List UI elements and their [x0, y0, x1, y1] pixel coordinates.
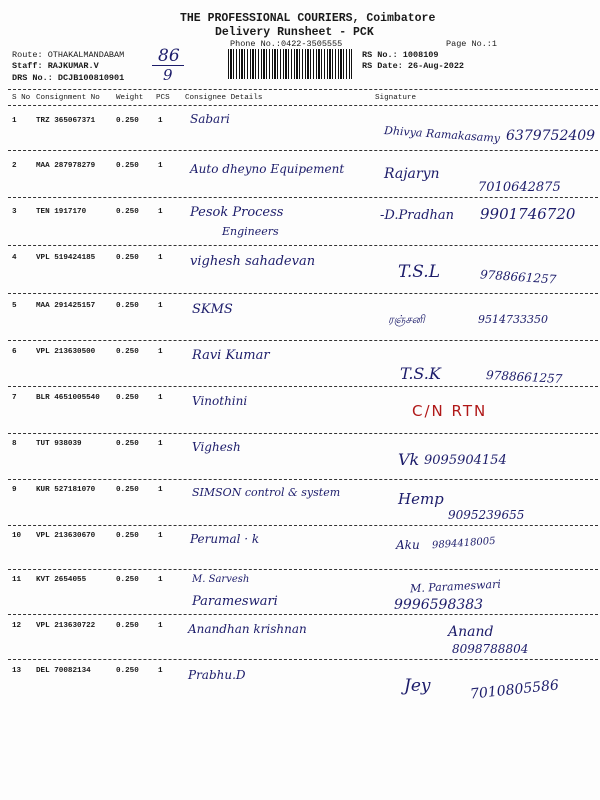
- row-pcs: 1: [158, 302, 163, 310]
- drs-number: DRS No.: DCJB100810901: [12, 73, 125, 83]
- row-weight: 0.250: [116, 576, 139, 584]
- row-weight: 0.250: [116, 667, 139, 675]
- row-signature: -D.Pradhan: [380, 208, 455, 223]
- row-weight: 0.250: [116, 622, 139, 630]
- row-pcs: 1: [158, 667, 163, 675]
- handwritten-count-bottom: 9: [163, 66, 173, 84]
- row-sno: 1: [12, 117, 17, 125]
- row-consignee: Vinothini: [192, 394, 248, 408]
- row-pcs: 1: [158, 208, 163, 216]
- row-weight: 0.250: [116, 254, 139, 262]
- col-sno: S No: [12, 94, 31, 102]
- row-sno: 8: [12, 440, 17, 448]
- row-sig-phone: 9894418005: [431, 535, 496, 552]
- row-consignee: SIMSON control & system: [192, 486, 341, 499]
- row-sig-phone: 9788661257: [479, 267, 557, 287]
- row-weight: 0.250: [116, 162, 139, 170]
- row-consignee: vighesh sahadevan: [190, 254, 316, 269]
- phone-number: Phone No.:0422-3505555: [230, 39, 343, 49]
- row-consignee: Prabhu.D: [188, 668, 246, 682]
- row-signature: Aku: [396, 538, 420, 552]
- row-signature: T.S.L: [398, 262, 440, 282]
- row-pcs: 1: [158, 117, 163, 125]
- row-sno: 9: [12, 486, 17, 494]
- row-pcs: 1: [158, 622, 163, 630]
- row-divider: [8, 386, 598, 387]
- col-signature: Signature: [375, 94, 417, 102]
- col-weight: Weight: [116, 94, 144, 102]
- row-sno: 13: [12, 667, 22, 675]
- row-consignee: Auto dheyno Equipement: [190, 162, 345, 176]
- row-divider: [8, 340, 598, 341]
- row-weight: 0.250: [116, 117, 139, 125]
- row-consignee-line2: Engineers: [222, 225, 279, 238]
- row-pcs: 1: [158, 394, 163, 402]
- row-sig-phone: 9095239655: [448, 508, 525, 522]
- page-number: Page No.:1: [446, 39, 498, 49]
- row-consignment: VPL 519424185: [36, 254, 96, 262]
- row-signature: ரஞ்சனி: [388, 313, 425, 326]
- row-consignee: M. Sarvesh: [192, 574, 250, 585]
- row-consignee: SKMS: [192, 302, 233, 317]
- row-signature: T.S.K: [400, 364, 441, 383]
- row-consignee: Ravi Kumar: [192, 348, 270, 363]
- row-consignee: Sabari: [190, 112, 230, 126]
- row-consignment: KVT 2654055: [36, 576, 87, 584]
- row-divider: [8, 245, 598, 246]
- company-title: THE PROFESSIONAL COURIERS, Coimbatore: [180, 12, 436, 25]
- row-consignee: Vighesh: [192, 440, 241, 454]
- row-sig-phone: 9788661257: [485, 368, 563, 386]
- col-consignee: Consignee Details: [185, 94, 263, 102]
- staff-label: Staff: RAJKUMAR.V: [12, 61, 99, 71]
- row-consignment: BLR 4651005540: [36, 394, 100, 402]
- rs-date: RS Date: 26-Aug-2022: [362, 61, 465, 71]
- row-pcs: 1: [158, 486, 163, 494]
- row-sno: 5: [12, 302, 17, 310]
- row-weight: 0.250: [116, 394, 139, 402]
- row-signature: Hemp: [398, 490, 444, 508]
- row-consignee: Perumal · k: [190, 532, 260, 546]
- row-signature: M. Parameswari: [409, 577, 502, 596]
- row-pcs: 1: [158, 162, 163, 170]
- row-signature: Dhivya Ramakasamy: [383, 123, 501, 146]
- row-weight: 0.250: [116, 486, 139, 494]
- row-sig-phone: 9095904154: [424, 453, 507, 468]
- row-divider: [8, 659, 598, 660]
- row-weight: 0.250: [116, 440, 139, 448]
- row-consignment: MAA 287978279: [36, 162, 96, 170]
- row-signature: Jey: [404, 676, 431, 696]
- row-sno: 3: [12, 208, 17, 216]
- row-sno: 4: [12, 254, 17, 262]
- row-signature: Anand: [448, 624, 494, 640]
- row-weight: 0.250: [116, 302, 139, 310]
- row-signature: C/N RTN: [412, 402, 488, 420]
- row-consignment: TUT 938039: [36, 440, 82, 448]
- row-weight: 0.250: [116, 208, 139, 216]
- row-sig-phone: 6379752409: [506, 128, 596, 144]
- row-signature: Vk: [398, 450, 420, 469]
- row-weight: 0.250: [116, 532, 139, 540]
- row-sno: 11: [12, 576, 22, 584]
- row-consignment: MAA 291425157: [36, 302, 96, 310]
- row-consignee: Pesok Process: [190, 205, 284, 220]
- row-sno: 12: [12, 622, 22, 630]
- row-pcs: 1: [158, 576, 163, 584]
- header-divider-top: [8, 89, 598, 90]
- row-sno: 6: [12, 348, 17, 356]
- barcode: [228, 49, 352, 79]
- row-sig-phone: 9514733350: [478, 313, 548, 326]
- row-sig-phone: 9901746720: [480, 205, 576, 223]
- route-label: Route: OTHAKALMANDABAM: [12, 50, 125, 60]
- row-pcs: 1: [158, 532, 163, 540]
- row-weight: 0.250: [116, 348, 139, 356]
- row-consignment: TEN 1917170: [36, 208, 87, 216]
- col-pcs: PCS: [156, 94, 170, 102]
- rs-number: RS No.: 1008109: [362, 50, 439, 60]
- col-consignment: Consignment No: [36, 94, 100, 102]
- row-divider: [8, 569, 598, 570]
- row-consignment: VPL 213630670: [36, 532, 96, 540]
- row-consignment: KUR 527181070: [36, 486, 96, 494]
- row-divider: [8, 479, 598, 480]
- row-sig-phone: 8098788804: [452, 642, 529, 656]
- row-pcs: 1: [158, 440, 163, 448]
- row-consignment: VPL 213630500: [36, 348, 96, 356]
- runsheet-subtitle: Delivery Runsheet - PCK: [215, 26, 374, 39]
- row-divider: [8, 525, 598, 526]
- row-sig-phone: 7010642875: [478, 180, 561, 195]
- header-divider-bottom: [8, 105, 598, 106]
- row-consignee: Anandhan krishnan: [188, 622, 307, 636]
- row-sig-phone: 7010805586: [469, 677, 560, 703]
- row-sno: 7: [12, 394, 17, 402]
- row-sno: 2: [12, 162, 17, 170]
- row-sno: 10: [12, 532, 22, 540]
- row-divider: [8, 150, 598, 151]
- row-consignee-line2: Parameswari: [192, 594, 278, 609]
- row-divider: [8, 293, 598, 294]
- row-consignment: DEL 70082134: [36, 667, 91, 675]
- row-consignment: TRZ 365067371: [36, 117, 96, 125]
- row-pcs: 1: [158, 254, 163, 262]
- row-signature: Rajaryn: [384, 166, 440, 182]
- row-sig-phone: 9996598383: [394, 597, 484, 613]
- row-pcs: 1: [158, 348, 163, 356]
- handwritten-count-top: 86: [158, 46, 180, 66]
- row-divider: [8, 197, 598, 198]
- row-consignment: VPL 213630722: [36, 622, 96, 630]
- row-divider: [8, 614, 598, 615]
- row-divider: [8, 433, 598, 434]
